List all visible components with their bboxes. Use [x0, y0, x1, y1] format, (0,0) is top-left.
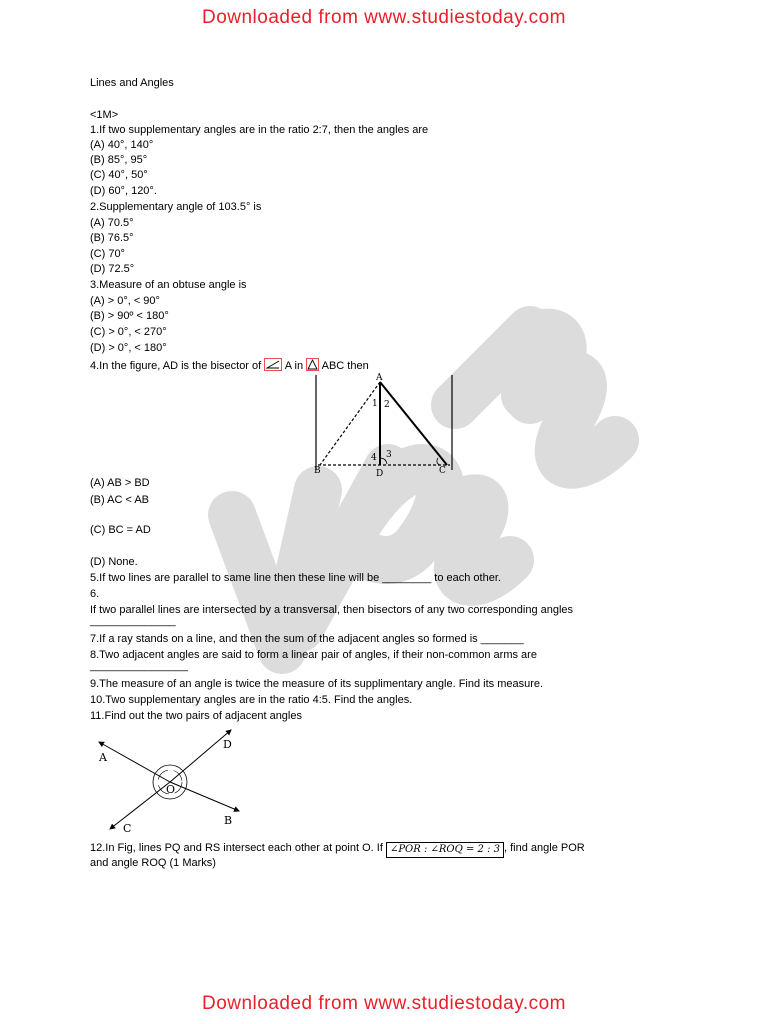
q1-option: (C) 40°, 50°: [90, 169, 148, 181]
angle-1-label: 1: [372, 399, 378, 409]
q3-option: (B) > 90º < 180°: [90, 310, 169, 322]
q1-option: (B) 85°, 95°: [90, 154, 148, 166]
question-11: 11.Find out the two pairs of adjacent angles: [90, 710, 302, 722]
question-10: 10.Two supplementary angles are in the ratio 4:5. Find the angles.: [90, 694, 413, 706]
question-1: 1.If two supplementary angles are in the ratio 2:7, then the angles are: [90, 124, 429, 136]
marks-label: <1M>: [90, 109, 119, 121]
q3-option: (C) > 0°, < 270°: [90, 326, 167, 338]
q3-option: (A) > 0°, < 90°: [90, 295, 160, 307]
angle-icon: [264, 358, 282, 371]
question-5: 5.If two lines are parallel to same line then these line will be ________ to each other.: [90, 572, 501, 584]
q4-option: (A) AB > BD: [90, 477, 150, 489]
angle-4-label: 4: [371, 453, 377, 463]
question-6-number: 6.: [90, 588, 100, 600]
q4-text-start: 4.In the figure, AD is the bisector of: [90, 360, 262, 372]
q3-option: (D) > 0°, < 180°: [90, 342, 167, 354]
q2-option: (C) 70°: [90, 248, 125, 260]
question-9: 9.The measure of an angle is twice the measure of its supplimentary angle. Find its measure.: [90, 678, 544, 690]
point-a-label: A: [99, 751, 107, 764]
q4-text-end: ABC then: [321, 360, 369, 372]
point-d-label: D: [223, 738, 232, 751]
q4-option: (B) AC < AB: [90, 494, 149, 506]
point-o-label: O: [166, 783, 176, 796]
page-title: Lines and Angles: [90, 77, 174, 89]
q2-option: (B) 76.5°: [90, 232, 134, 244]
q4-option: (D) None.: [90, 556, 138, 568]
q8-blank: ________________: [90, 660, 188, 672]
question-12-continuation: and angle ROQ (1 Marks): [90, 857, 216, 869]
question-7: 7.If a ray stands on a line, and then the sum of the adjacent angles so formed is _______: [90, 633, 524, 645]
q1-option: (A) 40°, 140°: [90, 139, 154, 151]
question-3: 3.Measure of an obtuse angle is: [90, 279, 247, 291]
question-6: If two parallel lines are intersected by a transversal, then bisectors of any two corresponding angles: [90, 604, 574, 616]
q1-option: (D) 60°, 120°.: [90, 185, 157, 197]
triangle-figure: [310, 370, 460, 478]
vertex-b-label: B: [314, 466, 321, 476]
vertex-d-label: D: [376, 469, 384, 478]
download-banner-bottom[interactable]: Downloaded from www.studiestoday.com: [201, 993, 567, 1014]
q6-blank: ______________: [90, 615, 176, 627]
download-banner-top[interactable]: Downloaded from www.studiestoday.com: [201, 7, 567, 28]
point-c-label: C: [123, 822, 132, 835]
q4-option: (C) BC = AD: [90, 524, 151, 536]
intersecting-lines-figure: [90, 725, 250, 840]
q4-text-mid: A in: [284, 360, 304, 372]
q2-option: (D) 72.5°: [90, 263, 135, 275]
question-2: 2.Supplementary angle of 103.5° is: [90, 201, 262, 213]
angle-2-label: 2: [384, 400, 390, 410]
vertex-a-label: A: [376, 373, 383, 383]
point-b-label: B: [224, 814, 233, 827]
question-8: 8.Two adjacent angles are said to form a linear pair of angles, if their non-common arms are: [90, 649, 537, 661]
q2-option: (A) 70.5°: [90, 217, 134, 229]
angle-ratio-equation: ∠POR : ∠ROQ = 2 : 3: [386, 842, 504, 858]
angle-3-label: 3: [386, 450, 392, 460]
q12-text-start: 12.In Fig, lines PQ and RS intersect each other at point O. If: [90, 842, 383, 854]
vertex-c-label: C: [439, 466, 446, 476]
q12-text-end: , find angle POR: [504, 842, 585, 854]
